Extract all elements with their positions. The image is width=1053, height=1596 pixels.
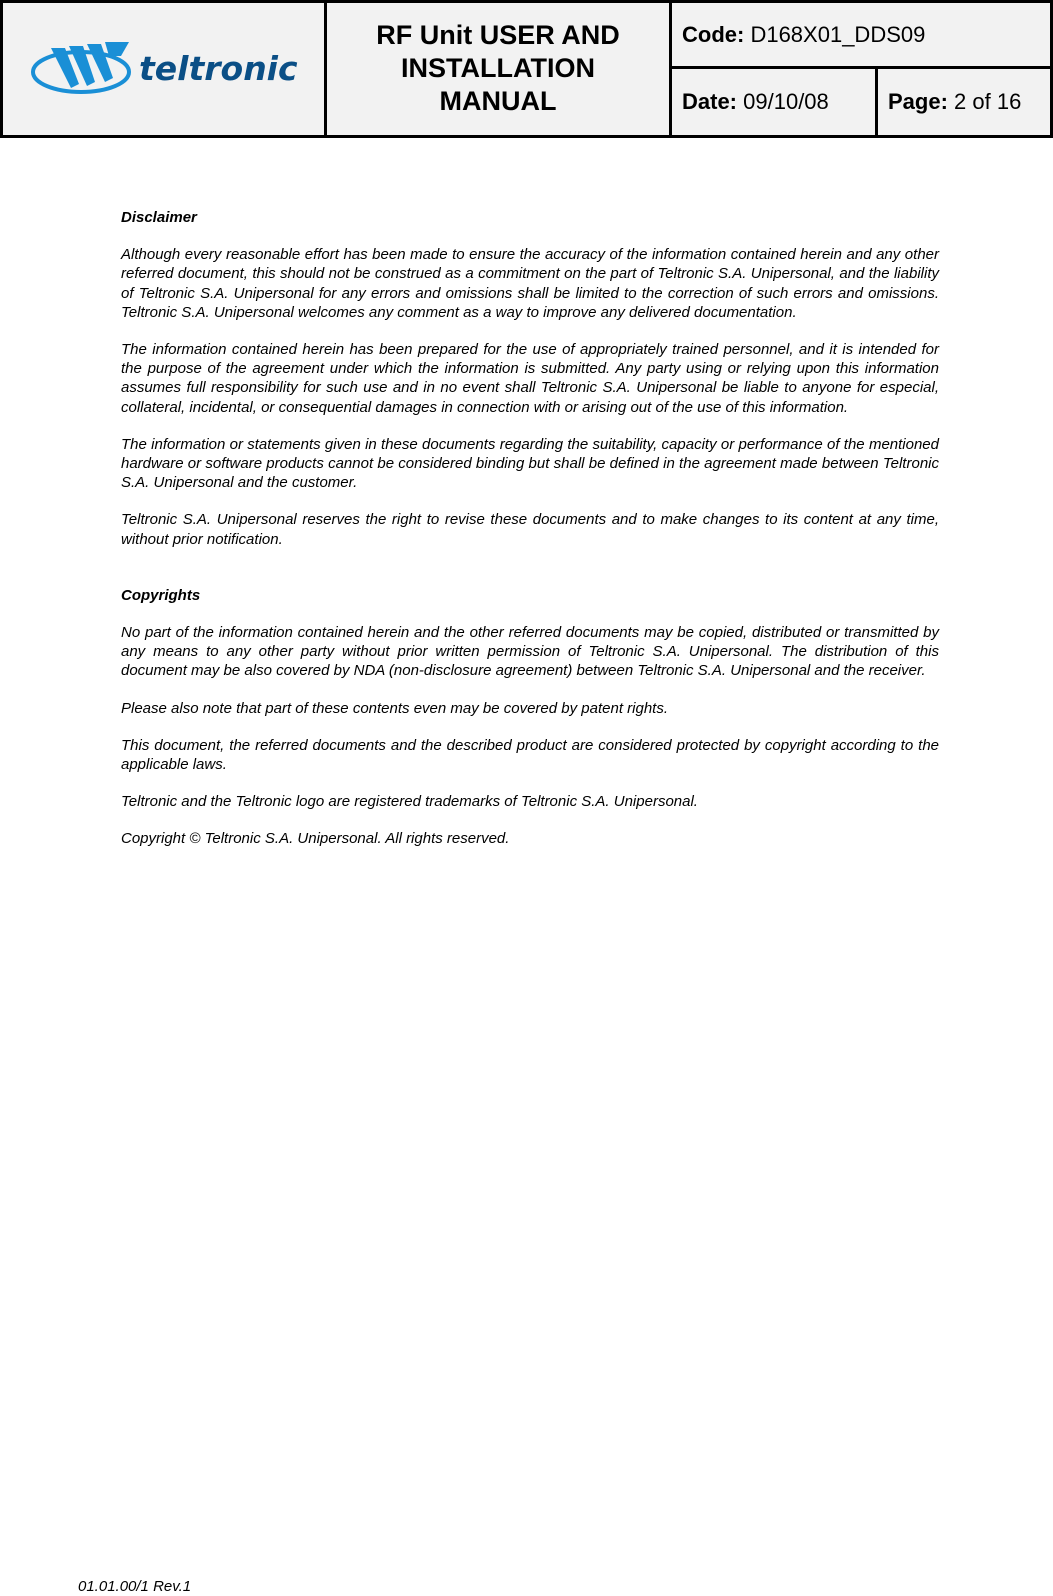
code-label: Code:	[682, 21, 745, 47]
document-body	[121, 208, 939, 867]
copyrights-paragraph: No part of the information contained herein and the other referred documents may be copied, distributed or transmitted by any means to any other party without prior written permission of Teltronic S.A. Unipersonal. The distribution of this document may be also covered by NDA (non-disclosure agreement) between Teltronic S.A. Unipersonal and the receiver.	[121, 624, 939, 680]
code-value: D168X01_DDS09	[750, 21, 926, 47]
disclaimer-paragraph: The information contained herein has been prepared for the use of appropriately trained personnel, and it is intended for the purpose of the agreement under which the information is submitted. Any party using or relying upon this information assumes full responsibility for such use and in no event shall Teltronic S.A. Unipersonal be liable to anyone for especial, collateral, incidental, or consequential damages in connection with or arising out of the use of this information.	[121, 341, 939, 416]
date-cell	[672, 69, 878, 135]
date-value: 09/10/08	[743, 89, 829, 114]
date-label: Date:	[682, 89, 738, 114]
logo-wordmark: teltronic	[138, 49, 298, 88]
title-cell	[327, 3, 672, 135]
document-header	[0, 0, 1053, 138]
document-title: RF Unit USER AND INSTALLATION MANUAL	[376, 19, 620, 116]
copyrights-paragraph: Please also note that part of these contents even may be covered by patent rights.	[121, 699, 669, 717]
page-cell	[878, 69, 1050, 135]
disclaimer-heading: Disclaimer	[121, 209, 197, 226]
page-label: Page:	[888, 89, 948, 114]
disclaimer-paragraph: Although every reasonable effort has been made to ensure the accuracy of the information contained herein and any other referred document, this should not be construed as a commitment on the part of Teltronic S.A. Unipersonal, and the liability of Teltronic S.A. Unipersonal for any errors and omissions shall be limited to the correction of such errors and omissions. Teltronic S.A. Unipersonal welcomes any comment as a way to improve any delivered documentation.	[121, 246, 939, 321]
disclaimer-paragraph: Teltronic S.A. Unipersonal reserves the right to revise these documents and to make changes to its content at any time, without prior notification.	[121, 511, 939, 548]
section-spacer	[121, 567, 939, 586]
footer-form-code: 01.01.00/1 Rev.1	[78, 1578, 192, 1595]
copyrights-paragraph: This document, the referred documents and the described product are considered protected by copyright according to the applicable laws.	[121, 736, 939, 774]
logo-stripes-icon	[51, 42, 129, 88]
logo-cell	[3, 3, 327, 135]
page-value: 2 of 16	[954, 89, 1022, 114]
teltronic-logo	[29, 36, 299, 102]
disclaimer-paragraph: The information or statements given in these documents regarding the suitability, capacity or performance of the mentioned hardware or software products cannot be considered binding but shall be defined in the agreement made between Teltronic S.A. Unipersonal and the customer.	[121, 435, 939, 492]
copyrights-paragraph: Teltronic and the Teltronic logo are registered trademarks of Teltronic S.A. Unipersonal.	[121, 793, 698, 811]
copyrights-paragraph: Copyright © Teltronic S.A. Unipersonal. All rights reserved.	[121, 830, 510, 848]
copyrights-heading: Copyrights	[121, 586, 201, 604]
code-cell	[672, 3, 1050, 69]
